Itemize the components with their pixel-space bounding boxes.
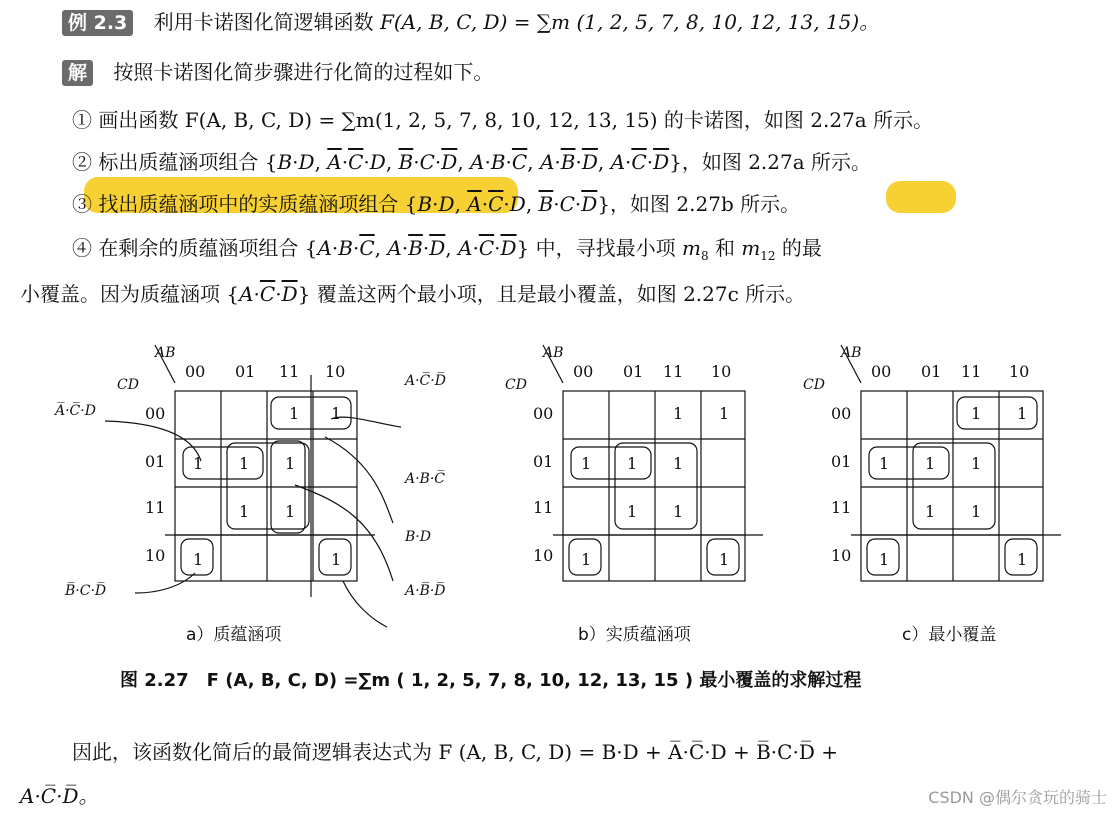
svg-text:1: 1 <box>719 550 730 569</box>
step-4-line2-b: } 覆盖这两个最小项，且是最小覆盖，如图 2.27c 所示。 <box>297 282 806 306</box>
step-3-suffix: }，如图 <box>597 192 671 216</box>
solution-badge: 解 <box>62 60 93 86</box>
svg-text:1: 1 <box>673 454 684 473</box>
conclusion-line-1: 因此，该函数化简后的最简逻辑表达式为 F (A, B, C, D) = B·D + A̅·C̅·D + B̅·C·D̅ + <box>72 740 838 764</box>
step-4-line-2: 小覆盖。因为质蕴涵项 $\{A\cdot\overline{C}\cdot\overline{D}\}$ 覆盖这两个最小项，且是最小覆盖，如图 2.27c 所示。 <box>20 282 806 306</box>
svg-text:1: 1 <box>331 550 342 569</box>
kmap-a-col-0: 00 <box>185 362 206 381</box>
svg-text:1: 1 <box>239 502 250 521</box>
svg-text:1: 1 <box>971 404 982 423</box>
example-func: F(A, B, C, D) = ∑m (1, 2, 5, 7, 8, 10, 12, 13, 15)。 <box>380 10 880 34</box>
step-4-line2-a: 小覆盖。因为质蕴涵项 { <box>20 282 240 306</box>
kmap-c-col-0: 00 <box>871 362 892 381</box>
kmap-a-label-acd-left: A̅·C̅·D <box>55 403 96 419</box>
caption-a: a）质蕴涵项 <box>186 625 282 645</box>
kmap-a-label-abd: A·B̅·D̅ <box>405 583 446 599</box>
svg-text:1: 1 <box>239 454 250 473</box>
svg-text:1: 1 <box>285 502 296 521</box>
step-3-end: 所示。 <box>740 192 801 216</box>
example-badge: 例 2.3 <box>62 10 133 36</box>
kmap-a-row-3: 10 <box>145 546 166 565</box>
kmap-b-row-1: 01 <box>533 452 554 471</box>
svg-text:1: 1 <box>1017 404 1028 423</box>
conclusion-line-2: A·C̅·D̅。 <box>20 784 99 808</box>
svg-text:1: 1 <box>193 454 204 473</box>
highlight-figure-ref <box>886 181 956 213</box>
kmap-c-col-2: 11 <box>961 362 982 381</box>
kmap-c-row-1: 01 <box>831 452 852 471</box>
kmap-b-row-2: 11 <box>533 498 554 517</box>
solution-intro-text: 按照卡诺图化简步骤进行化简的过程如下。 <box>113 60 494 84</box>
step-4-b: } 中，寻找最小项 <box>516 236 676 260</box>
svg-text:1: 1 <box>581 454 592 473</box>
step-3: ③ 找出质蕴涵项中的实质蕴涵项组合 {B·D, $\overline{A}\cdot\overline{C}\cdot D$, $\overline{B}\cdot C\cdot\overline{D}$}，如图 2.27b 所示。 <box>72 192 801 216</box>
kmap-c-ab: AB <box>841 345 862 361</box>
kmap-a-col-1: 01 <box>235 362 256 381</box>
kmap-a-col-2: 11 <box>279 362 300 381</box>
kmap-b <box>505 345 763 581</box>
kmap-a-cd: CD <box>117 377 139 393</box>
kmap-b-col-3: 10 <box>711 362 732 381</box>
svg-text:1: 1 <box>627 454 638 473</box>
kmap-a-label-acd-right: A·C̅·D̅ <box>405 373 446 389</box>
svg-text:1: 1 <box>673 404 684 423</box>
step-2-suffix: }，如图 2.27a 所示。 <box>669 150 872 174</box>
kmap-a-label-bcd: B̅·C·D̅ <box>65 583 107 599</box>
svg-text:1: 1 <box>285 454 296 473</box>
step-4-c: 的最 <box>781 236 822 260</box>
example-heading <box>62 6 879 36</box>
figure-caption: 图 2.27 F (A, B, C, D) =∑m ( 1, 2, 5, 7, 8, 10, 12, 13, 15 ) 最小覆盖的求解过程 <box>120 670 862 691</box>
svg-text:1: 1 <box>673 502 684 521</box>
kmap-b-cd: CD <box>505 377 527 393</box>
kmap-c-cd: CD <box>803 377 825 393</box>
step-3-figure-ref: 2.27b <box>676 192 734 216</box>
svg-text:1: 1 <box>331 404 342 423</box>
caption-b: b）实质蕴涵项 <box>578 625 691 645</box>
svg-text:1: 1 <box>971 454 982 473</box>
kmap-c-row-3: 10 <box>831 546 852 565</box>
kmap-c <box>803 345 1061 581</box>
step-4: ④ 在剩余的质蕴涵项组合 {$A\cdot B\cdot\overline{C}$, $A\cdot\overline{B}\cdot\overline{D}$, $A\cdot\overline{C}\cdot\overline{D}$} 中，寻找最小项 $m_8$ 和 $m_{12}$ 的最 <box>72 236 822 263</box>
step-4-and: 和 <box>714 236 735 260</box>
kmap-a-label-abc: A·B·C̅ <box>405 471 446 487</box>
kmap-b-col-0: 00 <box>573 362 594 381</box>
step-4-m12-sub: 12 <box>760 249 776 263</box>
step-4-m8-sub: 8 <box>700 249 709 263</box>
kmap-c-row-0: 00 <box>831 404 852 423</box>
watermark: CSDN @偶尔贪玩的骑士 <box>928 788 1107 807</box>
svg-text:1: 1 <box>925 502 936 521</box>
kmap-c-row-2: 11 <box>831 498 852 517</box>
svg-text:1: 1 <box>193 550 204 569</box>
kmap-b-row-0: 00 <box>533 404 554 423</box>
svg-text:1: 1 <box>719 404 730 423</box>
kmap-a-row-2: 11 <box>145 498 166 517</box>
step-4-a: ④ 在剩余的质蕴涵项组合 { <box>72 236 318 260</box>
kmap-a-row-1: 01 <box>145 452 166 471</box>
svg-text:1: 1 <box>581 550 592 569</box>
kmap-a-label-bd: B·D <box>405 529 431 545</box>
kmap-a <box>53 345 446 627</box>
example-text: 利用卡诺图化简逻辑函数 <box>153 10 374 34</box>
caption-c: c）最小覆盖 <box>902 625 997 645</box>
kmap-c-col-1: 01 <box>921 362 942 381</box>
svg-text:1: 1 <box>879 454 890 473</box>
svg-text:1: 1 <box>971 502 982 521</box>
kmap-figure <box>0 335 1113 635</box>
kmap-b-col-2: 11 <box>663 362 684 381</box>
svg-text:1: 1 <box>1017 550 1028 569</box>
svg-text:1: 1 <box>925 454 936 473</box>
kmap-a-ab: AB <box>155 345 176 361</box>
step-2: ② 标出质蕴涵项组合 {B·D, $\overline{A}\cdot\overline{C}\cdot D$, $\overline{B}\cdot C\cdot\overline{D}$, $A\cdot B\cdot\overline{C}$, $A\cdot\overline{B}\cdot\overline{D}$, $A\cdot\overline{C}\cdot\overline{D}$}，如图 2.27a 所示。 <box>72 150 872 174</box>
solution-intro <box>62 56 493 86</box>
svg-text:1: 1 <box>289 404 300 423</box>
step-1: ① 画出函数 F(A, B, C, D) = ∑m(1, 2, 5, 7, 8, 10, 12, 13, 15) 的卡诺图，如图 2.27a 所示。 <box>72 108 934 132</box>
kmap-b-ab: AB <box>543 345 564 361</box>
step-4-m12: m <box>741 236 761 260</box>
kmap-a-col-3: 10 <box>325 362 346 381</box>
step-4-m8: m <box>681 236 701 260</box>
kmap-c-col-3: 10 <box>1009 362 1030 381</box>
step-2-prefix: ② 标出质蕴涵项组合 { <box>72 150 278 174</box>
kmap-b-col-1: 01 <box>623 362 644 381</box>
svg-text:1: 1 <box>627 502 638 521</box>
step-3-prefix: ③ 找出质蕴涵项中的实质蕴涵项组合 { <box>72 192 418 216</box>
svg-text:1: 1 <box>879 550 890 569</box>
kmap-a-row-0: 00 <box>145 404 166 423</box>
kmap-b-row-3: 10 <box>533 546 554 565</box>
